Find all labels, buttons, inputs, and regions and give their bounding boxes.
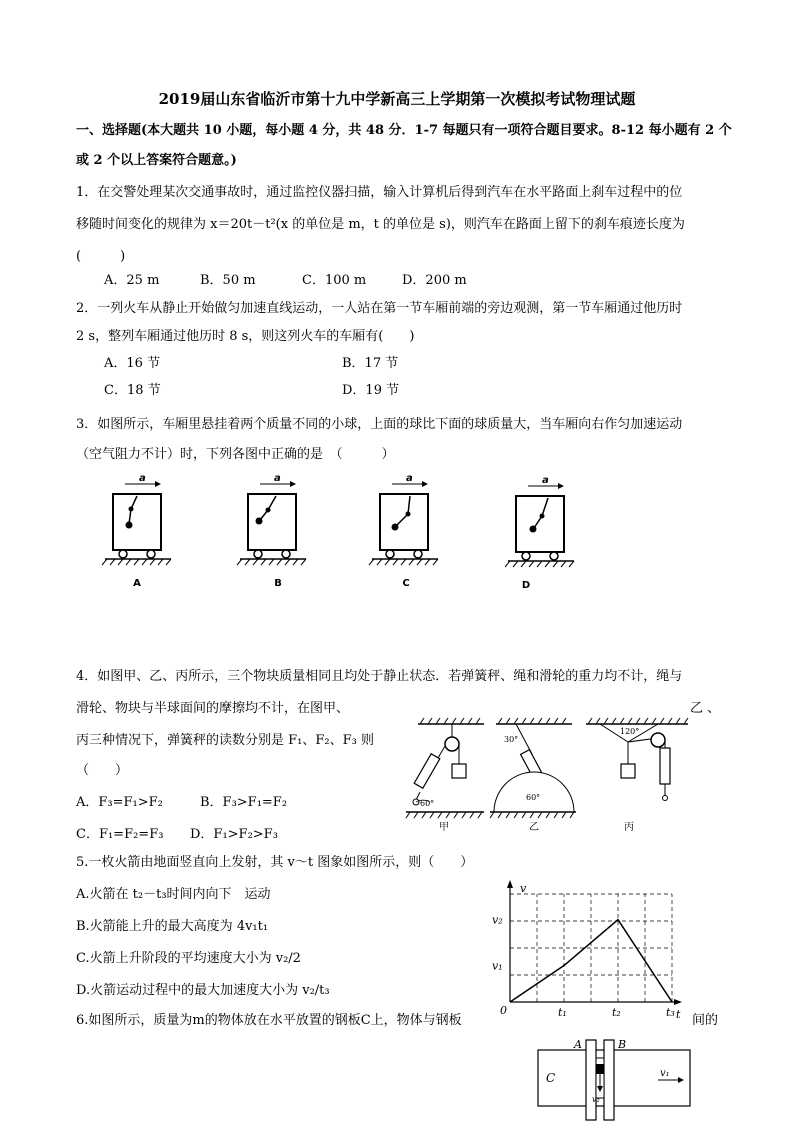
q4-label-jia: 甲 — [439, 822, 449, 833]
q3-figure-d — [508, 476, 578, 594]
q2-option-a: A．16 节 — [104, 356, 161, 371]
q3-label-b: B — [274, 578, 282, 589]
q2-text-1: 2．一列火车从静止开始做匀加速直线运动，一人站在第一节车厢前端的旁边观测，第一节车厢通过他历时 — [76, 301, 683, 316]
vt-series-line — [510, 920, 672, 1002]
q1-option-a: A．25 m — [104, 273, 160, 288]
q4-label-bing: 丙 — [624, 822, 634, 833]
svg-text:a: a — [406, 473, 413, 484]
q6-figure — [538, 1036, 698, 1122]
y-axis-arrow — [507, 880, 513, 888]
q4-figure — [404, 716, 694, 832]
q6-label-b: B — [618, 1038, 627, 1051]
q4-option-a: A．F₃=F₁>F₂ — [76, 795, 163, 810]
section-header: 一、选择题(本大题共 10 小题，每小题 4 分，共 48 分．1-7 每题只有一项符合题目要求。8-12 每小题有 2 个 — [76, 123, 732, 138]
q4-angle-bing: 120° — [620, 727, 640, 736]
y-tick-label: v₂ — [492, 913, 503, 927]
q1-option-d: D．200 m — [402, 273, 467, 288]
svg-text:a: a — [542, 475, 549, 486]
q4-text-4: （ ） — [76, 763, 129, 778]
q4-option-d: D．F₁>F₂>F₃ — [190, 827, 278, 842]
x-tick-label: t₂ — [612, 1006, 621, 1019]
q6-label-v1: v₁ — [660, 1068, 670, 1079]
q3-accel-label: a — [139, 473, 146, 484]
q6-text-1: 6.如图所示，质量为m的物体放在水平放置的钢板C上，物体与钢板 — [76, 1013, 462, 1028]
y-axis-label: v — [520, 882, 527, 895]
q4-text-2a: 滑轮、物块与半球面间的摩擦均不计，在图甲、 — [76, 701, 350, 716]
q5-option-c: C.火箭上升阶段的平均速度大小为 v₂/2 — [76, 951, 301, 966]
q3-label-a: A — [133, 578, 141, 589]
svg-text:a: a — [274, 473, 281, 484]
q4-angle-jia: 60° — [420, 799, 435, 808]
origin-label: 0 — [500, 1004, 507, 1017]
x-axis-arrow — [674, 999, 682, 1005]
q5-text-1: 5.一枚火箭由地面竖直向上发射，其 v～t 图象如图所示，则（ ） — [76, 855, 474, 870]
q3-text-1: 3．如图所示，车厢里悬挂着两个质量不同的小球，上面的球比下面的球质量大，当车厢向右作匀加速运动 — [76, 417, 683, 432]
q5-option-b: B.火箭能上升的最大高度为 4v₁t₁ — [76, 919, 269, 934]
q4-option-c: C．F₁=F₂=F₃ — [76, 827, 164, 842]
q4-angle-yi-top: 30° — [504, 735, 519, 744]
x-tick-label: t₃ — [666, 1006, 675, 1019]
q3-figure-a — [105, 474, 175, 592]
q4-angle-yi-bottom: 60° — [526, 793, 541, 802]
q1-text-1: 1．在交警处理某次交通事故时，通过监控仪器扫描，输入计算机后得到汽车在水平路面上刹车过程中的位 — [76, 185, 683, 200]
q4-option-b: B．F₃>F₁=F₂ — [200, 795, 288, 810]
q4-figure-yi — [490, 718, 576, 833]
q3-label-c: C — [402, 578, 410, 589]
q2-option-c: C．18 节 — [104, 383, 161, 398]
q4-figure-jia — [406, 718, 484, 833]
q4-text-3: 丙三种情况下，弹簧秤的读数分别是 F₁、F₂、F₃ 则 — [76, 733, 374, 748]
q3-label-d: D — [521, 580, 531, 591]
section-header-cont: 或 2 个以上答案符合题意。) — [76, 153, 237, 168]
q1-option-c: C．100 m — [302, 273, 367, 288]
q4-label-yi: 乙 — [529, 822, 539, 833]
q6-label-a: A — [574, 1038, 582, 1051]
q1-text-2: 移随时间变化的规律为 x＝20t－t²(x 的单位是 m，t 的单位是 s)，则汽车在路面上留下的刹车痕迹长度为 — [76, 217, 685, 232]
q3-figure-b — [240, 474, 310, 592]
q4-text-2b: 乙 、 — [690, 701, 721, 716]
page-title: 2019届山东省临沂市第十九中学新高三上学期第一次模拟考试物理试题 — [158, 90, 636, 108]
x-tick-label: t₁ — [558, 1006, 567, 1019]
x-axis-label: t — [676, 1008, 681, 1021]
q6-label-c: C — [546, 1071, 556, 1085]
q6-text-1b: 间的 — [692, 1013, 719, 1028]
q4-figure-bing — [586, 718, 688, 833]
y-tick-label: v₁ — [492, 959, 503, 973]
q4-text-1: 4．如图甲、乙、丙所示，三个物块质量相同且均处于静止状态．若弹簧秤、绳和滑轮的重力均不计，绳与 — [76, 669, 683, 684]
q2-option-b: B．17 节 — [342, 356, 399, 371]
q5-option-a: A.火箭在 t₂－t₃时间内向下 运动 — [76, 887, 271, 902]
q3-text-2: （空气阻力不计）时，下列各图中正确的是 （ ） — [76, 447, 395, 462]
q6-label-v2: v₂ — [592, 1095, 600, 1104]
q5-option-d: D.火箭运动过程中的最大加速度大小为 v₂/t₃ — [76, 983, 330, 998]
q1-text-3: ( ) — [76, 249, 126, 264]
q3-figure-c — [372, 474, 442, 592]
vt-chart — [490, 880, 690, 1020]
q2-option-d: D．19 节 — [342, 383, 400, 398]
q2-text-2: 2 s，整列车厢通过他历时 8 s，则这列火车的车厢有( ) — [76, 329, 415, 344]
q1-option-b: B．50 m — [200, 273, 256, 288]
